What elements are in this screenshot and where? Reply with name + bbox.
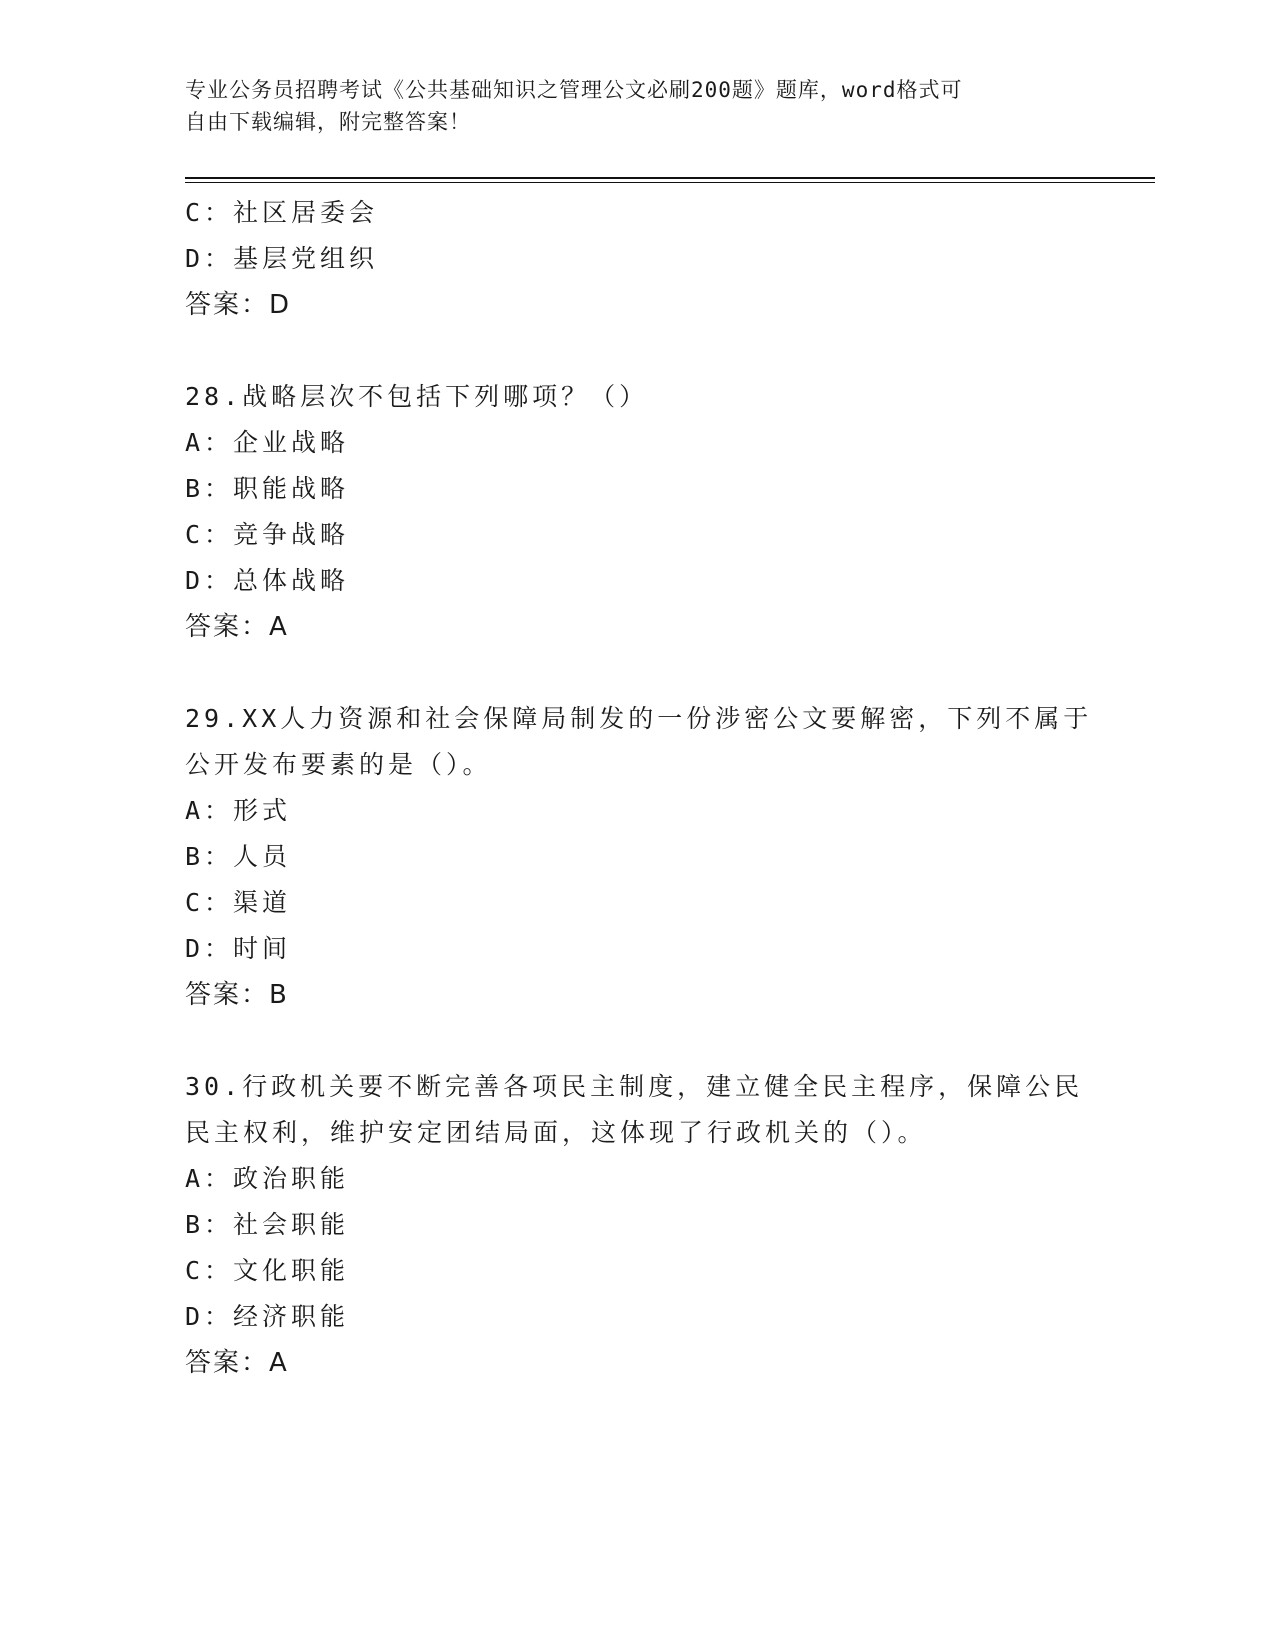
answer-line: 答案：D — [185, 290, 292, 320]
header-divider-thin — [185, 182, 1155, 183]
option-a: A：形式 — [185, 796, 292, 825]
option-b: B：人员 — [185, 842, 292, 871]
question-27-continuation — [185, 190, 1085, 328]
option-c: C：渠道 — [185, 888, 292, 917]
answer-line: 答案：A — [185, 612, 289, 642]
spacer — [185, 328, 1085, 374]
header-line-1: 专业公务员招聘考试《公共基础知识之管理公文必刷200题》题库，word格式可 — [185, 78, 963, 102]
option-d: D：经济职能 — [185, 1302, 350, 1331]
option-c: C：文化职能 — [185, 1256, 350, 1285]
question-text-line-2: 民主权利，维护安定团结局面，这体现了行政机关的（）。 — [185, 1118, 927, 1147]
answer-line: 答案：A — [185, 1348, 289, 1378]
option-c: C：社区居委会 — [185, 198, 379, 227]
spacer — [185, 650, 1085, 696]
question-30 — [185, 1064, 1085, 1386]
header-line-2: 自由下载编辑，附完整答案！ — [185, 110, 471, 134]
answer-line: 答案：B — [185, 980, 289, 1010]
question-text-line-1: 29.XX人力资源和社会保障局制发的一份涉密公文要解密，下列不属于 — [185, 704, 1093, 733]
question-text-line-2: 公开发布要素的是（）。 — [185, 750, 492, 779]
option-c: C：竞争战略 — [185, 520, 350, 549]
option-b: B：职能战略 — [185, 474, 350, 503]
option-d: D：总体战略 — [185, 566, 350, 595]
option-a: A：政治职能 — [185, 1164, 350, 1193]
question-29 — [185, 696, 1093, 1018]
spacer — [185, 1018, 1085, 1064]
header-divider-thick — [185, 177, 1155, 179]
option-d: D：时间 — [185, 934, 292, 963]
question-text: 28.战略层次不包括下列哪项？（） — [185, 382, 649, 411]
document-header — [185, 74, 1065, 138]
option-b: B：社会职能 — [185, 1210, 350, 1239]
option-d: D：基层党组织 — [185, 244, 379, 273]
question-content — [185, 190, 1093, 1386]
question-text-line-1: 30.行政机关要不断完善各项民主制度，建立健全民主程序，保障公民 — [185, 1072, 1084, 1101]
option-a: A：企业战略 — [185, 428, 350, 457]
question-28 — [185, 374, 1085, 650]
